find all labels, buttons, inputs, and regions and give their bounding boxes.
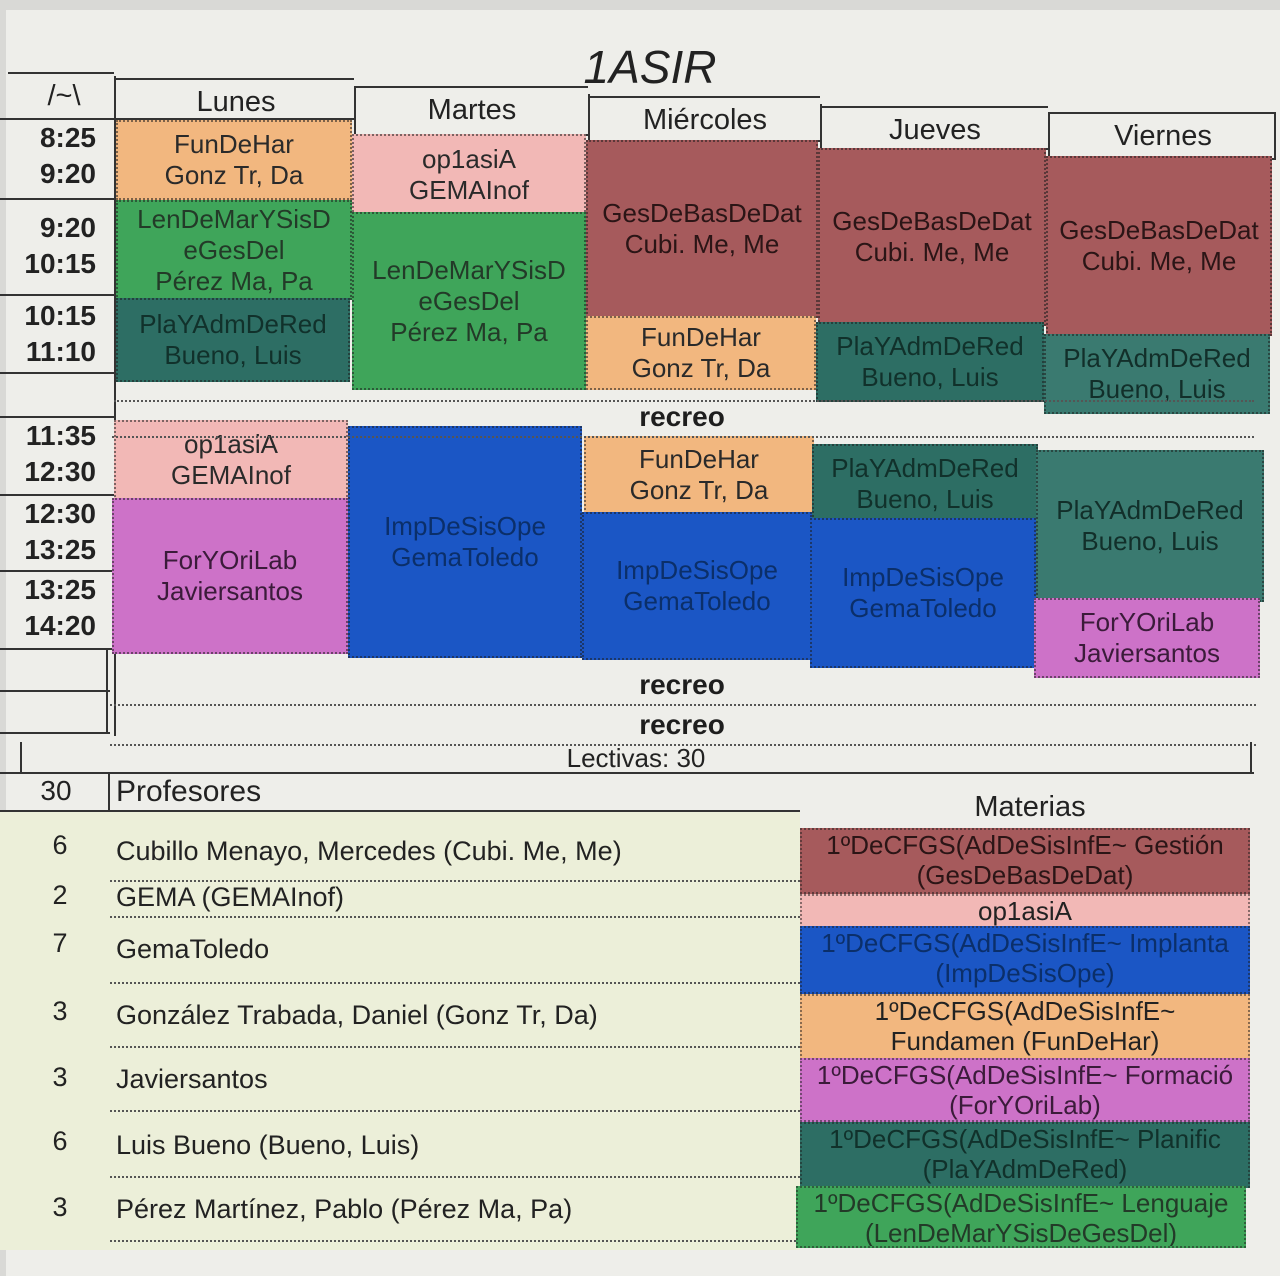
- session-teacher: Bueno, Luis: [1088, 374, 1226, 404]
- teacher-hours: 2: [52, 880, 68, 910]
- time-start: 11:35: [25, 420, 96, 451]
- session-subject: LenDeMarYSisD: [137, 203, 331, 234]
- session-subject: PlaYAdmDeRed: [1063, 343, 1251, 373]
- session-subject-cont: eGesDel: [418, 285, 520, 316]
- session-teacher: Javiersantos: [1074, 638, 1220, 668]
- time-start: 13:25: [24, 574, 96, 605]
- session-teacher: Bueno, Luis: [861, 362, 999, 392]
- session-teacher: Gonz Tr, Da: [631, 353, 771, 383]
- time-row-line: [0, 294, 114, 296]
- corner-label: /~\: [47, 80, 81, 112]
- session-subject: GesDeBasDeDat: [832, 206, 1032, 236]
- session-lunes-3[interactable]: [116, 298, 350, 382]
- session-jueves-4[interactable]: [810, 518, 1036, 668]
- teacher-row-separator: [110, 1046, 800, 1048]
- subject-item[interactable]: [800, 994, 1250, 1060]
- time-end: 11:10: [25, 336, 96, 367]
- time-end: 9:20: [39, 158, 96, 189]
- time-slot-5: [0, 496, 108, 568]
- time-slot-4: [0, 418, 108, 490]
- time-end: 12:30: [24, 456, 96, 487]
- day-header-miercoles: Miércoles: [642, 104, 768, 136]
- session-teacher: GemaToledo: [849, 593, 997, 623]
- time-start: 9:20: [39, 212, 96, 243]
- session-subject: op1asiA: [422, 144, 516, 174]
- session-teacher: Gonz Tr, Da: [164, 160, 304, 190]
- subject-line: Fundamen (FunDeHar): [890, 1026, 1160, 1056]
- teacher-name: Javiersantos: [116, 1064, 268, 1094]
- header-top-line: [354, 86, 588, 88]
- session-teacher: Gonz Tr, Da: [629, 475, 769, 505]
- time-end: 13:25: [24, 534, 96, 565]
- teacher-row-separator: [110, 916, 800, 918]
- session-teacher: Pérez Ma, Pa: [155, 265, 313, 296]
- subject-line: (ImpDeSisOpe): [935, 958, 1115, 988]
- session-teacher: Bueno, Luis: [1081, 526, 1219, 556]
- break-row-1: recreo: [639, 401, 725, 432]
- session-jueves-2[interactable]: [816, 322, 1044, 402]
- time-row-line: [0, 732, 110, 734]
- time-row-line: [0, 648, 114, 650]
- header-top-line: [1048, 112, 1274, 114]
- session-subject: ImpDeSisOpe: [842, 562, 1004, 592]
- subject-line: 1ºDeCFGS(AdDeSisInfE~ Gestión: [826, 830, 1224, 860]
- session-teacher: Cubi. Me, Me: [854, 237, 1010, 267]
- teacher-name: GEMA (GEMAInof): [116, 882, 345, 912]
- header-top-line: [588, 96, 820, 98]
- session-viernes-4[interactable]: [1034, 598, 1260, 678]
- header-top-line: [8, 72, 114, 74]
- teachers-count: 30: [40, 775, 72, 806]
- time-row-line: [0, 690, 110, 692]
- session-teacher: GemaToledo: [391, 542, 539, 572]
- session-subject: FunDeHar: [641, 322, 761, 352]
- subject-item[interactable]: [800, 828, 1250, 894]
- teacher-name: González Trabada, Daniel (Gonz Tr, Da): [116, 1000, 598, 1030]
- subject-line: op1asiA: [978, 896, 1072, 926]
- session-subject: PlaYAdmDeRed: [1056, 495, 1244, 525]
- session-subject: ImpDeSisOpe: [616, 555, 778, 585]
- session-miercoles-3[interactable]: [584, 436, 814, 514]
- break-separator: [110, 704, 1256, 706]
- subject-line: 1ºDeCFGS(AdDeSisInfE~: [874, 996, 1176, 1026]
- subject-line: (LenDeMarYSisDeGesDel): [864, 1218, 1178, 1248]
- session-subject: GesDeBasDeDat: [602, 198, 802, 228]
- teacher-hours: 7: [52, 928, 68, 958]
- time-row-line: [0, 372, 114, 374]
- session-subject: LenDeMarYSisD: [372, 254, 566, 285]
- teacher-hours: 3: [52, 1192, 68, 1222]
- session-viernes-1[interactable]: [1046, 156, 1272, 336]
- session-subject: GesDeBasDeDat: [1059, 215, 1259, 245]
- header-top-line: [820, 106, 1048, 108]
- subject-item[interactable]: [800, 1122, 1250, 1188]
- session-viernes-3[interactable]: [1036, 450, 1264, 602]
- time-slot-3: [0, 298, 108, 370]
- session-subject: PlaYAdmDeRed: [139, 309, 327, 339]
- session-teacher: Pérez Ma, Pa: [390, 316, 548, 347]
- teacher-row-separator: [110, 1240, 800, 1242]
- break-separator: [112, 436, 1254, 438]
- session-miercoles-4[interactable]: [582, 512, 812, 660]
- session-subject-cont: eGesDel: [183, 234, 285, 265]
- subject-item[interactable]: [800, 1058, 1250, 1122]
- time-start: 8:25: [39, 122, 96, 153]
- teacher-name: GemaToledo: [116, 934, 270, 964]
- teacher-hours: 6: [52, 1126, 68, 1156]
- session-miercoles-2[interactable]: [586, 316, 816, 390]
- session-subject: FunDeHar: [174, 129, 294, 159]
- day-header-viernes: Viernes: [1114, 120, 1212, 152]
- time-slot-1: [0, 120, 108, 192]
- subject-line: (ForYOriLab): [949, 1090, 1101, 1120]
- session-miercoles-1[interactable]: [586, 140, 818, 318]
- lectivas-total: Lectivas: 30: [20, 742, 1252, 774]
- session-subject: PlaYAdmDeRed: [836, 331, 1024, 361]
- time-end: 10:15: [24, 248, 96, 279]
- teacher-row-separator: [110, 982, 800, 984]
- subject-line: 1ºDeCFGS(AdDeSisInfE~ Formació: [816, 1060, 1234, 1090]
- teachers-panel-background: [0, 810, 800, 1250]
- subjects-label: Materias: [974, 791, 1086, 823]
- session-teacher: Bueno, Luis: [856, 484, 994, 514]
- teacher-row-separator: [110, 1176, 800, 1178]
- teacher-name: Luis Bueno (Bueno, Luis): [116, 1130, 420, 1160]
- session-subject: ForYOriLab: [1079, 607, 1215, 637]
- break-row-2: recreo: [639, 669, 725, 700]
- session-teacher: GemaToledo: [623, 586, 771, 616]
- subject-item[interactable]: [796, 1186, 1246, 1248]
- subject-item[interactable]: [800, 926, 1250, 994]
- time-slot-2: [0, 210, 108, 282]
- session-teacher: Bueno, Luis: [164, 340, 302, 370]
- time-end: 14:20: [24, 610, 96, 641]
- teacher-hours: 3: [52, 996, 68, 1026]
- subject-line: 1ºDeCFGS(AdDeSisInfE~ Planific: [829, 1124, 1221, 1154]
- session-jueves-3[interactable]: [812, 444, 1038, 524]
- day-header-martes: Martes: [427, 94, 517, 126]
- day-header-jueves: Jueves: [889, 114, 981, 146]
- time-slot-6: [0, 572, 108, 644]
- session-subject: FunDeHar: [639, 444, 759, 474]
- teachers-header-line: [0, 810, 800, 812]
- time-row-line: [0, 198, 114, 200]
- session-martes-3[interactable]: [348, 426, 582, 658]
- teacher-row-separator: [110, 1110, 800, 1112]
- subject-line: 1ºDeCFGS(AdDeSisInfE~ Implanta: [821, 928, 1229, 958]
- break-row-3: recreo: [639, 709, 725, 740]
- session-teacher: Javiersantos: [157, 576, 303, 606]
- teacher-hours: 6: [52, 830, 68, 860]
- session-subject: ImpDeSisOpe: [384, 511, 546, 541]
- teacher-hours: 3: [52, 1062, 68, 1092]
- session-teacher: Cubi. Me, Me: [1081, 246, 1237, 276]
- teacher-name: Pérez Martínez, Pablo (Pérez Ma, Pa): [116, 1194, 573, 1224]
- session-teacher: GEMAInof: [409, 175, 529, 205]
- subject-item[interactable]: [800, 894, 1250, 928]
- session-lunes-2[interactable]: [116, 200, 352, 300]
- subject-line: (GesDeBasDeDat): [916, 860, 1134, 890]
- session-teacher: GEMAInof: [171, 460, 291, 490]
- header-top-line: [114, 78, 354, 80]
- session-teacher: Cubi. Me, Me: [624, 229, 780, 259]
- time-start: 12:30: [24, 498, 96, 529]
- session-lunes-1[interactable]: [116, 120, 352, 200]
- session-jueves-1[interactable]: [818, 148, 1046, 326]
- subject-line: 1ºDeCFGS(AdDeSisInfE~ Lenguaje: [813, 1188, 1229, 1218]
- timetable-title: 1ASIR: [583, 41, 717, 93]
- session-martes-2[interactable]: [352, 212, 586, 390]
- session-subject: PlaYAdmDeRed: [831, 453, 1019, 483]
- time-start: 10:15: [24, 300, 96, 331]
- teacher-name: Cubillo Menayo, Mercedes (Cubi. Me, Me): [116, 836, 622, 866]
- teachers-label: Profesores: [116, 775, 262, 808]
- session-lunes-5[interactable]: [112, 498, 348, 654]
- session-subject: op1asiA: [184, 429, 278, 459]
- session-subject: ForYOriLab: [162, 545, 298, 575]
- day-header-lunes: Lunes: [196, 86, 276, 118]
- subject-line: (PlaYAdmDeRed): [922, 1154, 1128, 1184]
- session-martes-1[interactable]: [352, 134, 586, 216]
